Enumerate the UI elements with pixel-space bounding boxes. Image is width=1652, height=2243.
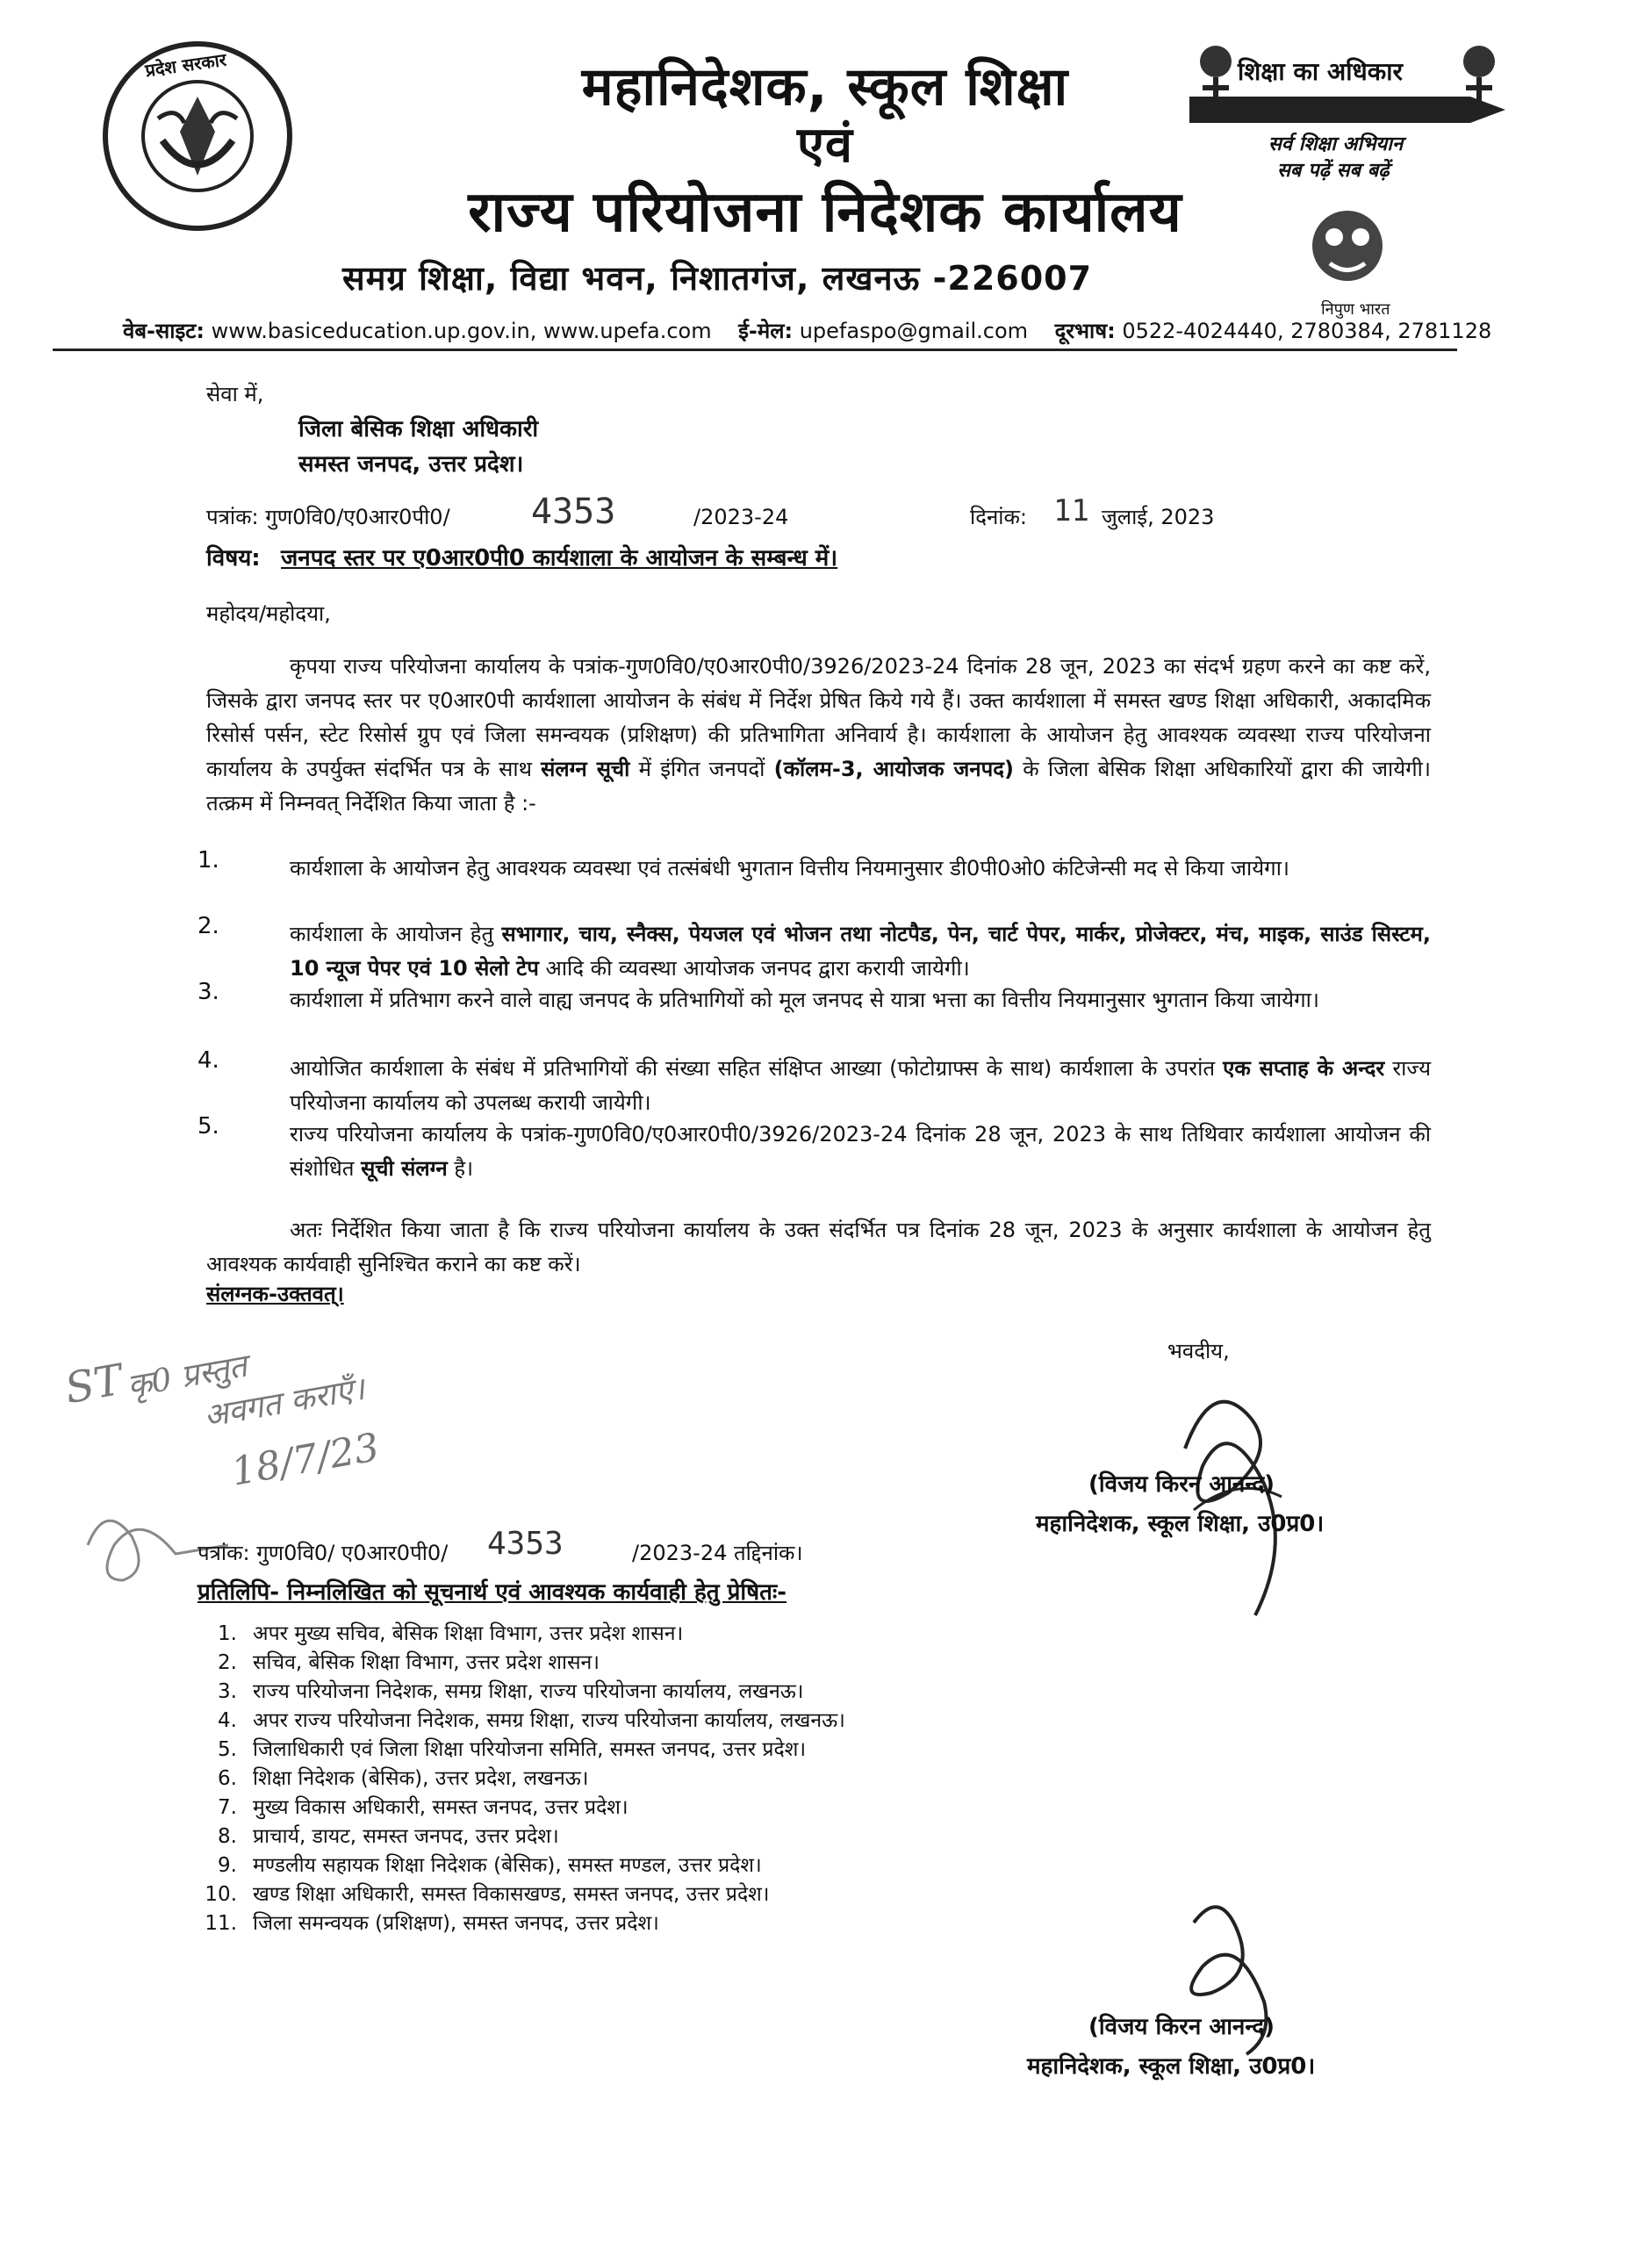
- salutation: महोदय/महोदया,: [206, 601, 331, 626]
- item-2-bold: सभागार, चाय, स्नैक्स, पेयजल एवं भोजन तथा नोटपैड, पेन, चार्ट पेपर, मार्कर, प्रोजेक्टर, मंच, माइक, साउंड सिस्टम, 10 न्यूज पेपर एवं 10 सेलो टेप: [290, 922, 1431, 981]
- enclosure: संलग्नक-उक्तवत्।: [206, 1282, 344, 1306]
- signatory-name-2: (विजय किरन आनन्द): [1088, 2014, 1275, 2040]
- ssa-line-2: सब पढ़ें सब बढ़ें: [1277, 160, 1390, 182]
- cc-item: 6. शिक्षा निदेशक (बेसिक), उत्तर प्रदेश, लखनऊ।: [218, 1767, 589, 1790]
- item-5-number: 5.: [198, 1113, 219, 1139]
- addressee-to: सेवा में,: [206, 382, 264, 406]
- email-label: ई-मेल:: [738, 319, 794, 343]
- ssa-line-1: सर्व शिक्षा अभियान: [1268, 133, 1404, 155]
- item-2-post: आदि की व्यवस्था आयोजक जनपद द्वारा करायी जायेगी।: [545, 956, 970, 981]
- addressee-line-2: समस्त जनपद, उत्तर प्रदेश।: [298, 451, 524, 478]
- para1-bold-a: संलग्न सूची: [541, 757, 630, 781]
- date-day: 11: [1053, 493, 1089, 528]
- signatory-name-1: (विजय किरन आनन्द): [1088, 1471, 1275, 1498]
- contact-line: [123, 316, 1492, 345]
- cc-heading: प्रतिलिपि- निम्नलिखित को सूचनार्थ एवं आवश्यक कार्यवाही हेतु प्रेषितः-: [198, 1579, 787, 1606]
- item-5-text: [290, 1118, 1431, 1186]
- note-line-2: कृ0 प्रस्तुत: [124, 1348, 250, 1405]
- seal-text: प्रदेश सरकार: [143, 48, 228, 82]
- item-4-text: [290, 1052, 1431, 1120]
- cc-item: 7. मुख्य विकास अधिकारी, समस्त जनपद, उत्तर प्रदेश।: [218, 1796, 628, 1819]
- header-line-2: एवं: [796, 117, 854, 174]
- ref2-rest: /2023-24 तद्दिनांक।: [632, 1541, 803, 1565]
- item-1-text: कार्यशाला के आयोजन हेतु आवश्यक व्यवस्था एवं तत्संबंधी भुगतान वित्तीय नियमानुसार डी0पी0ओ0 कंटिजेन्सी मद से किया जायेगा।: [290, 856, 1290, 881]
- cc-item: 3. राज्य परियोजना निदेशक, समग्र शिक्षा, राज्य परियोजना कार्यालय, लखनऊ।: [218, 1680, 804, 1703]
- web-label: वेब-साइट:: [123, 319, 205, 343]
- web-links: www.basiceducation.up.gov.in, www.upefa.com: [211, 319, 712, 343]
- item-4-pre: आयोजित कार्यशाला के संबंध में प्रतिभागियों की संख्या सहित संक्षिप्त आख्या (फोटोग्राफ्स के साथ) कार्यशाला के उपरांत: [290, 1056, 1215, 1081]
- cc-item: 8. प्राचार्य, डायट, समस्त जनपद, उत्तर प्रदेश।: [218, 1825, 559, 1848]
- ref2-label: पत्रांक: गुण0वि0/ ए0आर0पी0/: [198, 1541, 449, 1565]
- cc-item: 10. खण्ड शिक्षा अधिकारी, समस्त विकासखण्ड, समस्त जनपद, उत्तर प्रदेश।: [205, 1883, 770, 1906]
- paragraph-2: अतः निर्देशित किया जाता है कि राज्य परियोजना कार्यालय के उक्त संदर्भित पत्र दिनांक 28 जून, 2023 के अनुसार कार्यशाला के आयोजन हेतु आवश्यक कार्यवाही सुनिश्चित कराने का कष्ट करें।: [206, 1218, 1431, 1276]
- cc-item: 9. मण्डलीय सहायक शिक्षा निदेशक (बेसिक), समस्त मण्डल, उत्तर प्रदेश।: [218, 1854, 762, 1877]
- header-address: समग्र शिक्षा, विद्या भवन, निशातगंज, लखनऊ -226007: [342, 259, 1093, 298]
- header-line-3: राज्य परियोजना निदेशक कार्यालय: [468, 180, 1182, 245]
- para1-text-b: में इंगित जनपदों: [638, 757, 765, 781]
- note-date: 18/7/23: [227, 1425, 383, 1495]
- rte-label: शिक्षा का अधिकार: [1238, 57, 1403, 86]
- subject-text: जनपद स्तर पर ए0आर0पी0 कार्यशाला के आयोजन के सम्बन्ध में।: [281, 545, 838, 572]
- ref-year: /2023-24: [693, 505, 789, 529]
- phone-label: दूरभाष:: [1054, 319, 1116, 343]
- cc-item: 11. जिला समन्वयक (प्रशिक्षण), समस्त जनपद, उत्तर प्रदेश।: [205, 1912, 659, 1935]
- item-5-bold: सूची संलग्न: [361, 1156, 448, 1181]
- header-divider: [53, 349, 1457, 351]
- item-1-number: 1.: [198, 847, 219, 873]
- cc-list: [202, 1620, 845, 1938]
- item-4-bold: एक सप्ताह के अन्दर: [1223, 1056, 1385, 1081]
- para1-text-c: के जिला बेसिक शिक्षा अधिकारियों द्वारा की जायेगी। तत्क्रम में निम्नवत् निर्देशित किया जाता है :-: [206, 757, 1431, 816]
- para1-bold-b: (कॉलम-3, आयोजक जनपद): [773, 757, 1014, 781]
- cc-item: 5. जिलाधिकारी एवं जिला शिक्षा परियोजना समिति, समस्त जनपद, उत्तर प्रदेश।: [218, 1738, 807, 1761]
- ref2-number: 4353: [487, 1526, 564, 1562]
- item-2-text: [290, 917, 1431, 986]
- date-label: दिनांक:: [970, 505, 1028, 529]
- item-3-number: 3.: [198, 979, 219, 1005]
- handwritten-note: [61, 1313, 383, 1520]
- paragraph-1: [206, 650, 1431, 821]
- cc-item: 2. सचिव, बेसिक शिक्षा विभाग, उत्तर प्रदेश शासन।: [218, 1651, 600, 1674]
- email-address: upefaspo@gmail.com: [799, 319, 1029, 343]
- item-5-pre: राज्य परियोजना कार्यालय के पत्रांक-गुण0वि0/ए0आर0पी0/3926/2023-24 दिनांक 28 जून, 2023 के साथ तिथिवार कार्यशाला आयोजन की संशोधित: [290, 1122, 1431, 1181]
- ref-label: पत्रांक: गुण0वि0/ए0आर0पी0/: [206, 505, 450, 529]
- cc-item: 4. अपर राज्य परियोजना निदेशक, समग्र शिक्षा, राज्य परियोजना कार्यालय, लखनऊ।: [218, 1709, 845, 1732]
- item-5-post: है।: [454, 1156, 474, 1181]
- item-4-number: 4.: [198, 1047, 219, 1074]
- item-4-post: राज्य परियोजना कार्यालय को उपलब्ध करायी जायेगी।: [290, 1056, 1431, 1115]
- date-rest: जुलाई, 2023: [1102, 505, 1215, 529]
- phone-numbers: 0522-4024440, 2780384, 2781128: [1122, 319, 1492, 343]
- closing: भवदीय,: [1167, 1339, 1230, 1363]
- nipun-label: निपुण भारत: [1321, 300, 1390, 319]
- cc-item: 1. अपर मुख्य सचिव, बेसिक शिक्षा विभाग, उत्तर प्रदेश शासन।: [218, 1622, 684, 1645]
- nipun-bharat-logo: [1299, 198, 1396, 294]
- signatory-designation-2: महानिदेशक, स्कूल शिक्षा, उ0प्र0।: [1027, 2053, 1316, 2080]
- note-line-3: अवगत कराएँ।: [201, 1370, 368, 1435]
- note-line-1: ST: [61, 1355, 126, 1414]
- para1-text-a: कृपया राज्य परियोजना कार्यालय के पत्रांक-गुण0वि0/ए0आर0पी0/3926/2023-24 दिनांक 28 जून, 2023 का संदर्भ ग्रहण करने का कष्ट करें, जिसके द्वारा जनपद स्तर पर ए0आर0पी कार्यशाला आयोजन के संबंध में निर्देश प्रेषित किये गये हैं। उक्त कार्यशाला में समस्त खण्ड शिक्षा अधिकारी, अकादमिक रिसोर्स पर्सन, स्टेट रिसोर्स ग्रुप एवं जिला समन्वयक (प्रशिक्षण) की प्रतिभागिता अनिवार्य है। कार्यशाला के आयोजन हेतु आवश्यक व्यवस्था राज्य परियोजना कार्यालय के उपर्युक्त संदर्भित पत्र के साथ: [206, 654, 1431, 781]
- header-line-1: महानिदेशक, स्कूल शिक्षा: [581, 56, 1069, 118]
- addressee-line-1: जिला बेसिक शिक्षा अधिकारी: [298, 416, 539, 442]
- item-2-number: 2.: [198, 913, 219, 939]
- ref-number: 4353: [531, 492, 616, 532]
- item-2-pre: कार्यशाला के आयोजन हेतु: [290, 922, 494, 946]
- subject-label: विषय:: [206, 545, 261, 572]
- item-3-text: कार्यशाला में प्रतिभाग करने वाले वाह्य जनपद के प्रतिभागियों को मूल जनपद से यात्रा भत्ता का वित्तीय नियमानुसार भुगतान किया जायेगा।: [290, 988, 1319, 1012]
- signatory-designation-1: महानिदेशक, स्कूल शिक्षा, उ0प्र0।: [1036, 1511, 1325, 1537]
